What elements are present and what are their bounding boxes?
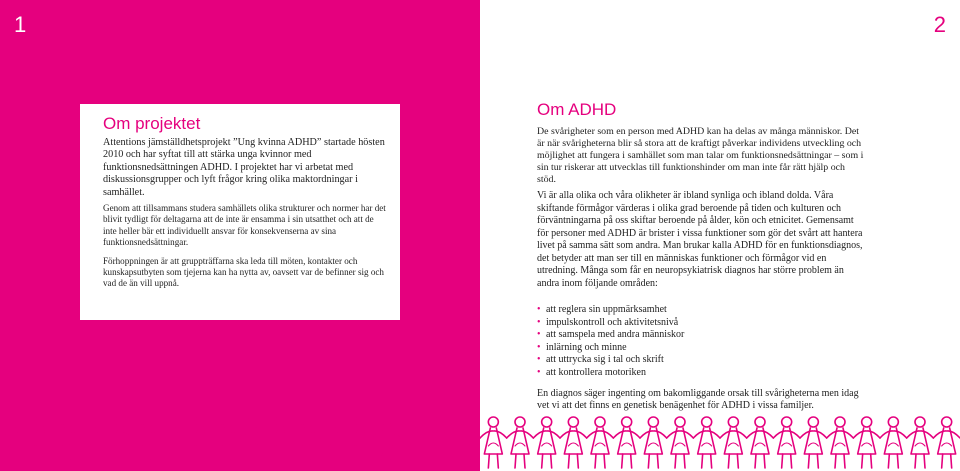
paper-doll-figure-icon — [107, 417, 134, 468]
paper-doll-figure-icon — [533, 417, 560, 468]
page-number-left: 1 — [14, 12, 27, 37]
paper-doll-figure-icon — [213, 417, 240, 468]
project-paragraph-2: Genom att tillsammans studera samhällets olika strukturer och normer har det blivit tydligt för deltagarna att de inte är ensamma i sin utsatthet och att de inte heller bär ett individuellt ansvar för konsekvenserna av sina funktionsnedsättningar. — [103, 203, 386, 248]
paper-doll-figure-icon — [693, 417, 720, 468]
paper-doll-figure-icon — [293, 417, 320, 468]
paper-doll-figure-icon — [800, 417, 827, 468]
paper-doll-figure-icon — [827, 417, 854, 468]
list-item: • att kontrollera motoriken — [537, 367, 865, 380]
paper-doll-figure-icon — [80, 417, 107, 468]
paper-doll-figure-icon — [133, 417, 160, 468]
paper-doll-figure-icon — [267, 417, 294, 468]
paper-doll-figure-icon — [427, 417, 454, 468]
paper-doll-figure-icon — [453, 417, 480, 468]
paper-doll-figure-icon — [320, 417, 347, 468]
paper-doll-figure-icon — [0, 417, 27, 468]
paper-doll-figure-icon — [240, 417, 267, 468]
project-card — [80, 104, 400, 320]
adhd-closing-paragraph: En diagnos säger ingenting om bakomliggande orsak till svårigheterna men idag vet vi att det finns en genetisk benägenhet för ADHD i vissa familjer. — [537, 387, 859, 412]
paper-doll-figure-icon — [720, 417, 747, 468]
paper-doll-figure-icon — [613, 417, 640, 468]
project-paragraph-1: Attentions jämställdhetsprojekt ”Ung kvinna ADHD” startade hösten 2010 och har syftat till att stärka unga kvinnor med funktionsnedsättningen ADHD. I projektet har vi arbetat med diskussionsgrupper och lyft frågor kring olika maktordningar i samhället. — [103, 137, 385, 198]
adhd-areas-list — [537, 304, 865, 380]
adhd-section — [537, 100, 865, 419]
list-item: • att samspela med andra människor — [537, 329, 865, 342]
paper-doll-garland — [0, 408, 960, 471]
paper-doll-figure-icon — [27, 417, 54, 468]
paper-doll-figure-icon — [347, 417, 374, 468]
paper-doll-figure-icon — [160, 417, 187, 468]
paper-doll-figure-icon — [373, 417, 400, 468]
project-paragraph-3: Förhoppningen är att gruppträffarna ska leda till möten, kontakter och kunskapsutbyten som tjejerna kan ha nytta av, oavsett var de befinner sig och vad de än vill uppnå. — [103, 255, 384, 289]
paper-doll-figure-icon — [747, 417, 774, 468]
adhd-body-paragraph: Vi är alla olika och våra olikheter är ibland synliga och ibland dolda. Våra skiftande förmågor värderas i olika grad beroende på tiden och kulturen och förväntningarna på oss skiftar beroende på ålder, kön och etnicitet. Gemensamt för personer med ADHD är brister i vissa funktioner som gör det svårt att hantera livet på samma sätt som andra. Man brukar kalla ADHD för en funktionsdiagnos, det betyder att man ser till en människas funktioner och förmågor vid en utredning. Många som får en neuropsykiatrisk diagnos har större problem än andra inom följande områden: — [537, 190, 863, 289]
paper-doll-figure-icon — [907, 417, 934, 468]
paper-doll-figure-icon — [560, 417, 587, 468]
page-number-right: 2 — [933, 12, 946, 37]
list-item: • impulskontroll och aktivitetsnivå — [537, 317, 865, 330]
paper-doll-figure-icon — [773, 417, 800, 468]
paper-doll-figure-icon — [187, 417, 214, 468]
adhd-lead-paragraph: De svårigheter som en person med ADHD kan ha delas av många människor. Det är när svårigheterna blir så stora att de kraftigt påverkar individens utveckling och möjlighet att fungera i samhället som man talar om funktionsnedsättningar – som i sin tur riskerar att utvecklas till funktionshinder om man inte får rätt hjälp och stöd. — [537, 126, 864, 185]
paper-doll-figure-icon — [667, 417, 694, 468]
project-heading: Om projektet — [103, 114, 201, 133]
list-item: • att reglera sin uppmärksamhet — [537, 304, 865, 317]
list-item: • att uttrycka sig i tal och skrift — [537, 354, 865, 367]
paper-doll-figure-icon — [400, 417, 427, 468]
paper-doll-figure-icon — [480, 417, 507, 468]
paper-doll-figure-icon — [880, 417, 907, 468]
list-item: • inlärning och minne — [537, 342, 865, 355]
paper-doll-figure-icon — [853, 417, 880, 468]
paper-doll-figure-icon — [933, 417, 960, 468]
paper-doll-figure-icon — [507, 417, 534, 468]
paper-doll-figure-icon — [640, 417, 667, 468]
paper-doll-figure-icon — [587, 417, 614, 468]
adhd-heading: Om ADHD — [537, 100, 617, 119]
paper-doll-figure-icon — [53, 417, 80, 468]
